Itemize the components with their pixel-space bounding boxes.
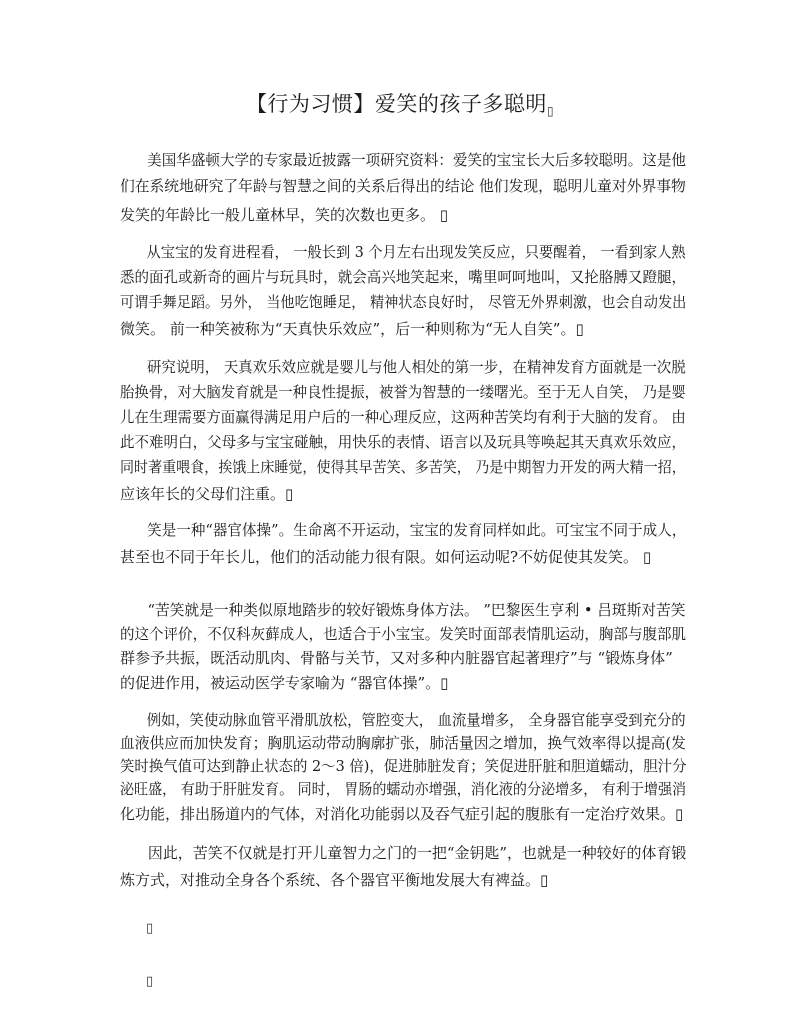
paragraph-5 <box>120 600 686 693</box>
paragraph-line: 群参予共振，既活动肌肉、骨骼与关节，又对多种内脏器官起著理疗”与 “锻炼身体” <box>120 649 673 667</box>
paragraph-7 <box>120 843 686 890</box>
paragraph-6 <box>120 710 686 824</box>
paragraph-2 <box>120 242 686 339</box>
paragraph-line: 悉的面孔或新奇的画片与玩具时，就会高兴地笑起来，嘴里呵呵地叫，又抡胳膊又蹬腿， <box>120 268 687 286</box>
paragraph-mark-icon: ▯ <box>146 974 154 989</box>
paragraph-line: 笑时换气值可达到静止状态的 2～3 倍)，促进肺脏发育；笑促进肝脏和胆道蠕动，胆汁分 <box>120 757 687 775</box>
paragraph-line: 们在系统地研究了年龄与智慧之间的关系后得出的结论 他们发现，聪明儿童对外界事物 <box>120 177 686 195</box>
paragraph-line: 发笑的年龄比一般儿童林早，笑的次数也更多。 ▯ <box>120 206 449 224</box>
paragraph-line: 的促进作用，被运动医学专家喻为 “器官体操”。▯ <box>120 674 449 692</box>
paragraph-line: 例如，笑使动脉血管平滑肌放松，管腔变大， 血流量增多， 全身器官能享受到充分的 <box>146 711 686 729</box>
paragraph-line: “苦笑就是一种类似原地踏步的较好锻炼身体方法。 ”巴黎医生亨利 • 吕斑斯对苦笑 <box>147 601 686 619</box>
paragraph-line: 微笑。 前一种笑被称为“天真快乐效应”，后一种则称为“无人自笑”。▯ <box>120 320 584 338</box>
document-title <box>0 90 800 125</box>
paragraph-line: 因此，苦笑不仅就是打开儿童智力之门的一把“金钥匙”，也就是一种较好的体育锻 <box>147 844 687 862</box>
paragraph-line: 笑是一种“器官体操”。生命离不开运动，宝宝的发育同样如此。可宝宝不同于成人， <box>147 521 687 539</box>
paragraph-line: 的这个评价，不仅科灰藓成人，也适合于小宝宝。发笑时面部表情肌运动，胸部与腹部肌 <box>120 625 687 643</box>
paragraph-line: 可谓手舞足蹈。另外， 当他吃饱睡足， 精神状态良好时， 尽管无外界刺激，也会自动发出 <box>120 293 687 311</box>
paragraph-line: 炼方式，对推动全身各个系统、各个器官平衡地发展大有裨益。▯ <box>120 871 549 889</box>
paragraph-line: 美国华盛顿大学的专家最近披露一项研究资料：爱笑的宝宝长大后多较聪明。这是他 <box>147 151 686 169</box>
paragraph-line: 此不难明白，父母多与宝宝碰触，用快乐的表情、语言以及玩具等唤起其天真欢乐效应， <box>120 433 687 451</box>
paragraph-line: 从宝宝的发育进程看， 一般长到 3 个月左右出现发笑反应，只要醒着， 一看到家人熟 <box>146 243 686 261</box>
paragraph-4 <box>120 520 686 567</box>
paragraph-1 <box>120 150 686 225</box>
title-text: 【行为习惯】爱笑的孩子多聪明 <box>245 92 547 116</box>
paragraph-3 <box>120 357 686 504</box>
paragraph-line: 研究说明， 天真欢乐效应就是婴儿与他人相处的第一步，在精神发育方面就是一次脱 <box>146 358 686 376</box>
paragraph-mark-icon: ▯ <box>546 104 555 118</box>
paragraph-line: 应该年长的父母们注重。▯ <box>120 485 294 503</box>
paragraph-line: 甚至也不同于年长儿，他们的活动能力很有限。如何运动呢?不妨促使其发笑。 ▯ <box>120 548 652 566</box>
paragraph-mark-icon: ▯ <box>146 921 154 936</box>
paragraph-line: 泌旺盛， 有助于肝脏发育。 同时， 胃肠的蠕动亦增强，消化液的分泌增多， 有利于增强消 <box>120 780 687 798</box>
paragraph-line: 化功能，排出肠道内的气体，对消化功能弱以及吞气症引起的腹胀有一定治疗效果。▯ <box>120 805 684 823</box>
paragraph-line: 血液供应而加快发育；胸肌运动带动胸廓扩张，肺活量因之增加，换气效率得以提高(发 <box>120 734 686 752</box>
paragraph-line: 儿在生理需要方面赢得满足用户后的一种心理反应，这两种苦笑均有利于大脑的发育。 由 <box>120 408 686 426</box>
paragraph-line: 胎换骨，对大脑发育就是一种良性提振，被誉为智慧的一缕曙光。至于无人自笑， 乃是婴 <box>120 383 686 401</box>
paragraph-line: 同时著重喂食，挨饿上床睡觉，使得其早苦笑、多苦笑， 乃是中期智力开发的两大精一招， <box>120 458 686 476</box>
